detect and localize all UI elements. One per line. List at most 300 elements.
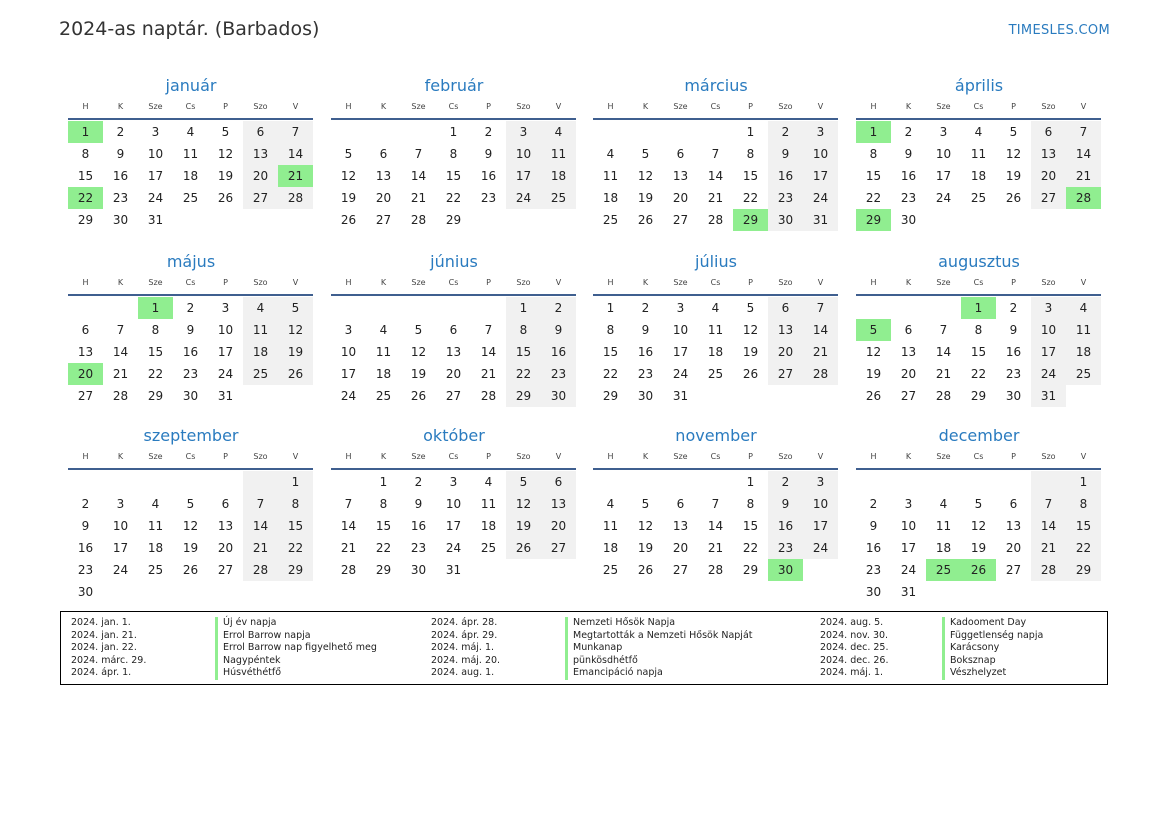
day-cell[interactable]: 21 xyxy=(707,541,724,555)
day-cell[interactable]: 30 xyxy=(182,389,199,403)
day-cell[interactable]: 25 xyxy=(375,389,392,403)
day-cell[interactable]: 16 xyxy=(768,165,803,187)
day-cell[interactable]: 2 xyxy=(484,125,493,139)
day-cell[interactable]: 20 xyxy=(445,367,462,381)
day-cell[interactable]: 8 xyxy=(974,323,983,337)
day-cell[interactable]: 6 xyxy=(379,147,388,161)
day-cell[interactable]: 15 xyxy=(1066,515,1101,537)
day-cell[interactable]: 3 xyxy=(803,471,838,493)
day-cell[interactable]: 15 xyxy=(742,169,759,183)
day-cell[interactable]: 8 xyxy=(449,147,458,161)
day-cell[interactable]: 11 xyxy=(480,497,497,511)
day-cell[interactable]: 19 xyxy=(637,191,654,205)
day-cell[interactable]: 19 xyxy=(742,345,759,359)
day-cell[interactable]: 28 xyxy=(480,389,497,403)
day-cell[interactable]: 20 xyxy=(672,541,689,555)
day-cell[interactable]: 13 xyxy=(243,143,278,165)
day-cell[interactable]: 10 xyxy=(217,323,234,337)
day-cell[interactable]: 1 xyxy=(746,125,755,139)
day-cell[interactable]: 12 xyxy=(637,519,654,533)
day-cell[interactable]: 24 xyxy=(1031,363,1066,385)
day-cell[interactable]: 25 xyxy=(707,367,724,381)
day-cell[interactable]: 26 xyxy=(340,213,357,227)
day-cell[interactable]: 15 xyxy=(865,169,882,183)
day-cell[interactable]: 7 xyxy=(414,147,423,161)
day-cell[interactable]: 21 xyxy=(243,537,278,559)
day-cell[interactable]: 15 xyxy=(970,345,987,359)
day-cell[interactable]: 16 xyxy=(865,541,882,555)
day-cell[interactable]: 27 xyxy=(541,537,576,559)
day-cell[interactable]: 15 xyxy=(77,169,94,183)
day-cell[interactable]: 18 xyxy=(1066,341,1101,363)
day-cell[interactable]: 2 xyxy=(541,297,576,319)
day-cell[interactable]: 8 xyxy=(869,147,878,161)
day-cell[interactable]: 20 xyxy=(68,363,103,385)
day-cell[interactable]: 19 xyxy=(637,541,654,555)
day-cell[interactable]: 11 xyxy=(602,519,619,533)
day-cell[interactable]: 23 xyxy=(77,563,94,577)
day-cell[interactable]: 10 xyxy=(445,497,462,511)
day-cell[interactable]: 5 xyxy=(856,319,891,341)
day-cell[interactable]: 31 xyxy=(147,213,164,227)
day-cell[interactable]: 28 xyxy=(707,213,724,227)
day-cell[interactable]: 29 xyxy=(278,559,313,581)
day-cell[interactable]: 8 xyxy=(278,493,313,515)
day-cell[interactable]: 5 xyxy=(186,497,195,511)
day-cell[interactable]: 28 xyxy=(935,389,952,403)
day-cell[interactable]: 2 xyxy=(869,497,878,511)
day-cell[interactable]: 26 xyxy=(278,363,313,385)
day-cell[interactable]: 13 xyxy=(900,345,917,359)
day-cell[interactable]: 2 xyxy=(904,125,913,139)
day-cell[interactable]: 17 xyxy=(147,169,164,183)
day-cell[interactable]: 8 xyxy=(746,147,755,161)
day-cell[interactable]: 12 xyxy=(340,169,357,183)
day-cell[interactable]: 1 xyxy=(138,297,173,319)
day-cell[interactable]: 29 xyxy=(856,209,891,231)
day-cell[interactable]: 18 xyxy=(970,169,987,183)
day-cell[interactable]: 10 xyxy=(112,519,129,533)
day-cell[interactable]: 6 xyxy=(768,297,803,319)
day-cell[interactable]: 18 xyxy=(602,191,619,205)
day-cell[interactable]: 21 xyxy=(278,165,313,187)
day-cell[interactable]: 30 xyxy=(865,585,882,599)
day-cell[interactable]: 21 xyxy=(803,341,838,363)
day-cell[interactable]: 17 xyxy=(340,367,357,381)
day-cell[interactable]: 22 xyxy=(742,541,759,555)
day-cell[interactable]: 11 xyxy=(375,345,392,359)
day-cell[interactable]: 29 xyxy=(147,389,164,403)
day-cell[interactable]: 22 xyxy=(1066,537,1101,559)
day-cell[interactable]: 26 xyxy=(410,389,427,403)
day-cell[interactable]: 27 xyxy=(672,563,689,577)
day-cell[interactable]: 14 xyxy=(340,519,357,533)
day-cell[interactable]: 31 xyxy=(900,585,917,599)
day-cell[interactable]: 29 xyxy=(970,389,987,403)
day-cell[interactable]: 3 xyxy=(221,301,230,315)
day-cell[interactable]: 29 xyxy=(742,563,759,577)
day-cell[interactable]: 3 xyxy=(506,121,541,143)
day-cell[interactable]: 6 xyxy=(449,323,458,337)
day-cell[interactable]: 28 xyxy=(278,187,313,209)
day-cell[interactable]: 3 xyxy=(803,121,838,143)
day-cell[interactable]: 9 xyxy=(81,519,90,533)
day-cell[interactable]: 14 xyxy=(480,345,497,359)
day-cell[interactable]: 26 xyxy=(637,213,654,227)
day-cell[interactable]: 16 xyxy=(112,169,129,183)
day-cell[interactable]: 24 xyxy=(147,191,164,205)
day-cell[interactable]: 10 xyxy=(935,147,952,161)
day-cell[interactable]: 27 xyxy=(1005,563,1022,577)
day-cell[interactable]: 22 xyxy=(278,537,313,559)
day-cell[interactable]: 27 xyxy=(672,213,689,227)
day-cell[interactable]: 24 xyxy=(900,563,917,577)
day-cell[interactable]: 5 xyxy=(221,125,230,139)
day-cell[interactable]: 26 xyxy=(742,367,759,381)
day-cell[interactable]: 24 xyxy=(112,563,129,577)
day-cell[interactable]: 11 xyxy=(147,519,164,533)
day-cell[interactable]: 12 xyxy=(182,519,199,533)
day-cell[interactable]: 8 xyxy=(506,319,541,341)
day-cell[interactable]: 17 xyxy=(1031,341,1066,363)
day-cell[interactable]: 9 xyxy=(641,323,650,337)
day-cell[interactable]: 17 xyxy=(803,165,838,187)
day-cell[interactable]: 10 xyxy=(803,493,838,515)
day-cell[interactable]: 24 xyxy=(445,541,462,555)
day-cell[interactable]: 20 xyxy=(243,165,278,187)
day-cell[interactable]: 2 xyxy=(641,301,650,315)
day-cell[interactable]: 22 xyxy=(970,367,987,381)
day-cell[interactable]: 23 xyxy=(865,563,882,577)
day-cell[interactable]: 13 xyxy=(77,345,94,359)
day-cell[interactable]: 14 xyxy=(935,345,952,359)
day-cell[interactable]: 23 xyxy=(480,191,497,205)
day-cell[interactable]: 17 xyxy=(112,541,129,555)
day-cell[interactable]: 6 xyxy=(243,121,278,143)
day-cell[interactable]: 19 xyxy=(182,541,199,555)
day-cell[interactable]: 5 xyxy=(344,147,353,161)
day-cell[interactable]: 16 xyxy=(182,345,199,359)
day-cell[interactable]: 11 xyxy=(243,319,278,341)
day-cell[interactable]: 16 xyxy=(900,169,917,183)
day-cell[interactable]: 1 xyxy=(506,297,541,319)
day-cell[interactable]: 11 xyxy=(1066,319,1101,341)
day-cell[interactable]: 30 xyxy=(768,559,803,581)
day-cell[interactable]: 7 xyxy=(1066,121,1101,143)
day-cell[interactable]: 15 xyxy=(375,519,392,533)
day-cell[interactable]: 9 xyxy=(186,323,195,337)
day-cell[interactable]: 1 xyxy=(1066,471,1101,493)
day-cell[interactable]: 31 xyxy=(217,389,234,403)
day-cell[interactable]: 30 xyxy=(541,385,576,407)
day-cell[interactable]: 13 xyxy=(672,169,689,183)
day-cell[interactable]: 11 xyxy=(935,519,952,533)
day-cell[interactable]: 26 xyxy=(506,537,541,559)
day-cell[interactable]: 23 xyxy=(182,367,199,381)
day-cell[interactable]: 16 xyxy=(768,515,803,537)
day-cell[interactable]: 22 xyxy=(865,191,882,205)
day-cell[interactable]: 21 xyxy=(480,367,497,381)
day-cell[interactable]: 7 xyxy=(711,147,720,161)
day-cell[interactable]: 25 xyxy=(926,559,961,581)
day-cell[interactable]: 12 xyxy=(970,519,987,533)
day-cell[interactable]: 13 xyxy=(1005,519,1022,533)
day-cell[interactable]: 20 xyxy=(1005,541,1022,555)
day-cell[interactable]: 26 xyxy=(637,563,654,577)
day-cell[interactable]: 1 xyxy=(961,297,996,319)
day-cell[interactable]: 1 xyxy=(68,121,103,143)
day-cell[interactable]: 26 xyxy=(217,191,234,205)
day-cell[interactable]: 19 xyxy=(506,515,541,537)
day-cell[interactable]: 21 xyxy=(707,191,724,205)
day-cell[interactable]: 10 xyxy=(1031,319,1066,341)
day-cell[interactable]: 14 xyxy=(803,319,838,341)
day-cell[interactable]: 9 xyxy=(116,147,125,161)
day-cell[interactable]: 3 xyxy=(344,323,353,337)
day-cell[interactable]: 5 xyxy=(974,497,983,511)
day-cell[interactable]: 10 xyxy=(506,143,541,165)
day-cell[interactable]: 14 xyxy=(112,345,129,359)
day-cell[interactable]: 16 xyxy=(637,345,654,359)
day-cell[interactable]: 4 xyxy=(974,125,983,139)
day-cell[interactable]: 18 xyxy=(602,541,619,555)
day-cell[interactable]: 28 xyxy=(803,363,838,385)
day-cell[interactable]: 28 xyxy=(410,213,427,227)
day-cell[interactable]: 17 xyxy=(935,169,952,183)
day-cell[interactable]: 11 xyxy=(541,143,576,165)
day-cell[interactable]: 13 xyxy=(1031,143,1066,165)
day-cell[interactable]: 21 xyxy=(1031,537,1066,559)
day-cell[interactable]: 23 xyxy=(637,367,654,381)
day-cell[interactable]: 24 xyxy=(935,191,952,205)
day-cell[interactable]: 14 xyxy=(243,515,278,537)
day-cell[interactable]: 27 xyxy=(375,213,392,227)
day-cell[interactable]: 30 xyxy=(768,209,803,231)
day-cell[interactable]: 11 xyxy=(182,147,199,161)
day-cell[interactable]: 12 xyxy=(410,345,427,359)
day-cell[interactable]: 12 xyxy=(217,147,234,161)
day-cell[interactable]: 6 xyxy=(541,471,576,493)
day-cell[interactable]: 16 xyxy=(480,169,497,183)
day-cell[interactable]: 24 xyxy=(506,187,541,209)
day-cell[interactable]: 4 xyxy=(186,125,195,139)
day-cell[interactable]: 15 xyxy=(147,345,164,359)
day-cell[interactable]: 3 xyxy=(1031,297,1066,319)
day-cell[interactable]: 11 xyxy=(707,323,724,337)
day-cell[interactable]: 18 xyxy=(935,541,952,555)
day-cell[interactable]: 30 xyxy=(112,213,129,227)
day-cell[interactable]: 7 xyxy=(278,121,313,143)
day-cell[interactable]: 22 xyxy=(742,191,759,205)
day-cell[interactable]: 27 xyxy=(217,563,234,577)
day-cell[interactable]: 13 xyxy=(768,319,803,341)
day-cell[interactable]: 7 xyxy=(711,497,720,511)
day-cell[interactable]: 11 xyxy=(970,147,987,161)
day-cell[interactable]: 8 xyxy=(81,147,90,161)
day-cell[interactable]: 16 xyxy=(410,519,427,533)
day-cell[interactable]: 28 xyxy=(112,389,129,403)
day-cell[interactable]: 26 xyxy=(182,563,199,577)
day-cell[interactable]: 10 xyxy=(147,147,164,161)
day-cell[interactable]: 7 xyxy=(344,497,353,511)
day-cell[interactable]: 15 xyxy=(506,341,541,363)
day-cell[interactable]: 7 xyxy=(484,323,493,337)
day-cell[interactable]: 25 xyxy=(602,563,619,577)
day-cell[interactable]: 22 xyxy=(506,363,541,385)
day-cell[interactable]: 22 xyxy=(602,367,619,381)
day-cell[interactable]: 10 xyxy=(900,519,917,533)
day-cell[interactable]: 29 xyxy=(602,389,619,403)
day-cell[interactable]: 24 xyxy=(217,367,234,381)
day-cell[interactable]: 21 xyxy=(340,541,357,555)
day-cell[interactable]: 13 xyxy=(445,345,462,359)
day-cell[interactable]: 19 xyxy=(340,191,357,205)
day-cell[interactable]: 29 xyxy=(506,385,541,407)
day-cell[interactable]: 28 xyxy=(707,563,724,577)
day-cell[interactable]: 29 xyxy=(1066,559,1101,581)
day-cell[interactable]: 3 xyxy=(151,125,160,139)
day-cell[interactable]: 25 xyxy=(243,363,278,385)
day-cell[interactable]: 3 xyxy=(904,497,913,511)
day-cell[interactable]: 19 xyxy=(217,169,234,183)
day-cell[interactable]: 10 xyxy=(340,345,357,359)
day-cell[interactable]: 20 xyxy=(900,367,917,381)
day-cell[interactable]: 4 xyxy=(484,475,493,489)
day-cell[interactable]: 27 xyxy=(445,389,462,403)
day-cell[interactable]: 23 xyxy=(1005,367,1022,381)
day-cell[interactable]: 13 xyxy=(672,519,689,533)
day-cell[interactable]: 8 xyxy=(746,497,755,511)
day-cell[interactable]: 6 xyxy=(904,323,913,337)
day-cell[interactable]: 12 xyxy=(742,323,759,337)
day-cell[interactable]: 25 xyxy=(147,563,164,577)
day-cell[interactable]: 4 xyxy=(379,323,388,337)
day-cell[interactable]: 3 xyxy=(676,301,685,315)
day-cell[interactable]: 28 xyxy=(1031,559,1066,581)
day-cell[interactable]: 21 xyxy=(410,191,427,205)
day-cell[interactable]: 17 xyxy=(900,541,917,555)
day-cell[interactable]: 19 xyxy=(278,341,313,363)
day-cell[interactable]: 17 xyxy=(217,345,234,359)
day-cell[interactable]: 1 xyxy=(606,301,615,315)
day-cell[interactable]: 21 xyxy=(112,367,129,381)
day-cell[interactable]: 17 xyxy=(445,519,462,533)
day-cell[interactable]: 2 xyxy=(768,471,803,493)
day-cell[interactable]: 19 xyxy=(865,367,882,381)
day-cell[interactable]: 23 xyxy=(112,191,129,205)
day-cell[interactable]: 9 xyxy=(869,519,878,533)
day-cell[interactable]: 24 xyxy=(803,537,838,559)
day-cell[interactable]: 29 xyxy=(445,213,462,227)
day-cell[interactable]: 31 xyxy=(803,209,838,231)
day-cell[interactable]: 7 xyxy=(243,493,278,515)
day-cell[interactable]: 8 xyxy=(606,323,615,337)
day-cell[interactable]: 15 xyxy=(445,169,462,183)
day-cell[interactable]: 12 xyxy=(278,319,313,341)
day-cell[interactable]: 1 xyxy=(278,471,313,493)
day-cell[interactable]: 26 xyxy=(865,389,882,403)
day-cell[interactable]: 13 xyxy=(217,519,234,533)
day-cell[interactable]: 29 xyxy=(77,213,94,227)
day-cell[interactable]: 2 xyxy=(1009,301,1018,315)
day-cell[interactable]: 14 xyxy=(1066,143,1101,165)
day-cell[interactable]: 14 xyxy=(410,169,427,183)
day-cell[interactable]: 9 xyxy=(541,319,576,341)
day-cell[interactable]: 22 xyxy=(68,187,103,209)
day-cell[interactable]: 30 xyxy=(410,563,427,577)
day-cell[interactable]: 30 xyxy=(900,213,917,227)
day-cell[interactable]: 9 xyxy=(768,143,803,165)
day-cell[interactable]: 14 xyxy=(707,519,724,533)
day-cell[interactable]: 13 xyxy=(541,493,576,515)
day-cell[interactable]: 24 xyxy=(340,389,357,403)
day-cell[interactable]: 25 xyxy=(970,191,987,205)
day-cell[interactable]: 17 xyxy=(803,515,838,537)
day-cell[interactable]: 25 xyxy=(480,541,497,555)
day-cell[interactable]: 20 xyxy=(1031,165,1066,187)
day-cell[interactable]: 9 xyxy=(904,147,913,161)
day-cell[interactable]: 18 xyxy=(243,341,278,363)
day-cell[interactable]: 24 xyxy=(803,187,838,209)
day-cell[interactable]: 1 xyxy=(449,125,458,139)
day-cell[interactable]: 21 xyxy=(1066,165,1101,187)
day-cell[interactable]: 19 xyxy=(1005,169,1022,183)
day-cell[interactable]: 13 xyxy=(375,169,392,183)
day-cell[interactable]: 5 xyxy=(278,297,313,319)
day-cell[interactable]: 26 xyxy=(961,559,996,581)
day-cell[interactable]: 7 xyxy=(803,297,838,319)
day-cell[interactable]: 20 xyxy=(217,541,234,555)
day-cell[interactable]: 6 xyxy=(221,497,230,511)
day-cell[interactable]: 1 xyxy=(379,475,388,489)
day-cell[interactable]: 4 xyxy=(541,121,576,143)
day-cell[interactable]: 1 xyxy=(856,121,891,143)
day-cell[interactable]: 2 xyxy=(186,301,195,315)
day-cell[interactable]: 5 xyxy=(746,301,755,315)
day-cell[interactable]: 31 xyxy=(672,389,689,403)
day-cell[interactable]: 18 xyxy=(707,345,724,359)
day-cell[interactable]: 4 xyxy=(711,301,720,315)
day-cell[interactable]: 14 xyxy=(707,169,724,183)
day-cell[interactable]: 5 xyxy=(414,323,423,337)
day-cell[interactable]: 20 xyxy=(375,191,392,205)
day-cell[interactable]: 17 xyxy=(506,165,541,187)
day-cell[interactable]: 4 xyxy=(1066,297,1101,319)
day-cell[interactable]: 2 xyxy=(414,475,423,489)
day-cell[interactable]: 3 xyxy=(449,475,458,489)
day-cell[interactable]: 6 xyxy=(676,147,685,161)
day-cell[interactable]: 28 xyxy=(340,563,357,577)
day-cell[interactable]: 8 xyxy=(1066,493,1101,515)
day-cell[interactable]: 7 xyxy=(939,323,948,337)
day-cell[interactable]: 30 xyxy=(77,585,94,599)
day-cell[interactable]: 17 xyxy=(672,345,689,359)
day-cell[interactable]: 12 xyxy=(506,493,541,515)
day-cell[interactable]: 10 xyxy=(803,143,838,165)
day-cell[interactable]: 3 xyxy=(116,497,125,511)
day-cell[interactable]: 2 xyxy=(81,497,90,511)
day-cell[interactable]: 22 xyxy=(147,367,164,381)
day-cell[interactable]: 23 xyxy=(410,541,427,555)
day-cell[interactable]: 20 xyxy=(768,341,803,363)
day-cell[interactable]: 20 xyxy=(541,515,576,537)
day-cell[interactable]: 6 xyxy=(1031,121,1066,143)
day-cell[interactable]: 23 xyxy=(900,191,917,205)
day-cell[interactable]: 9 xyxy=(484,147,493,161)
day-cell[interactable]: 9 xyxy=(414,497,423,511)
day-cell[interactable]: 3 xyxy=(939,125,948,139)
day-cell[interactable]: 27 xyxy=(900,389,917,403)
